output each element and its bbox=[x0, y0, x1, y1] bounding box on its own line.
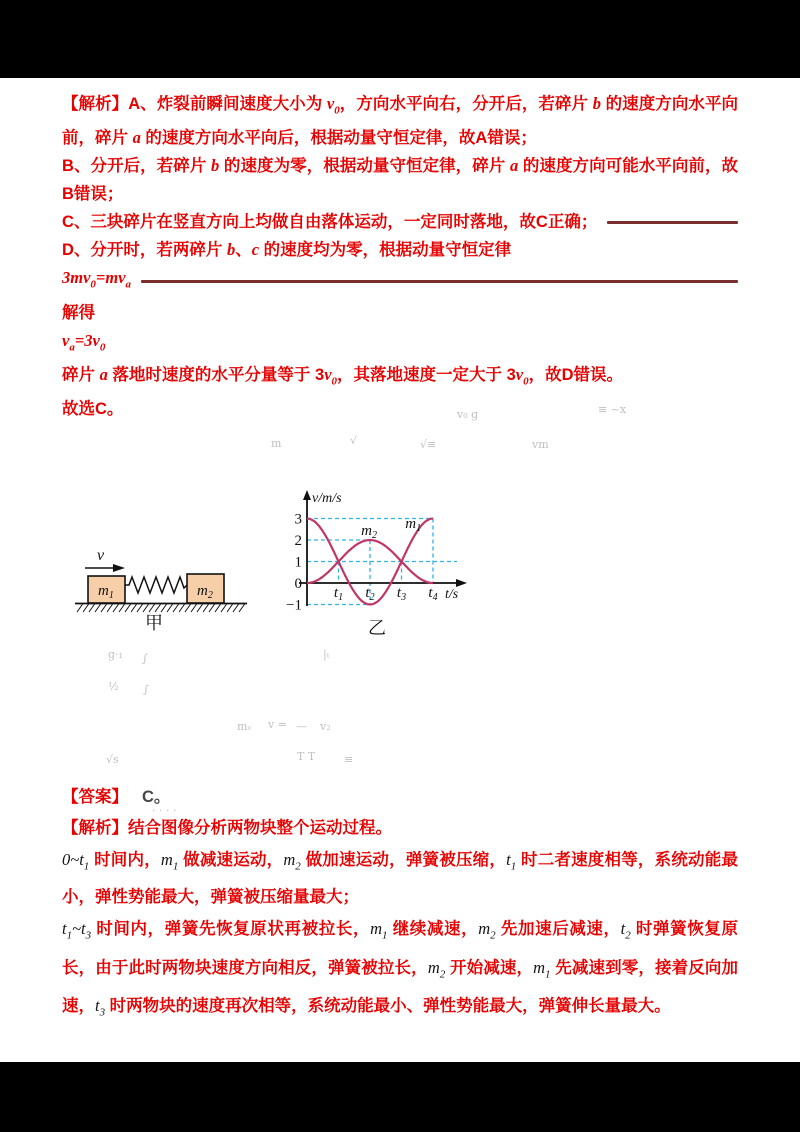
analysis-text-top: 【解析】A、炸裂前瞬间速度大小为 $v_0$，方向水平向右，分开后，若碎片 b 的速度方向水平向前，碎片 a 的速度方向水平向后，根据动量守恒定律，故A错误； B、分开后，若碎片 b 的速度为零，根据动量守恒定律，碎片 a 的速度方向可能水平向前，故B错误； C、三块碎片在竖直方向上均做自由落体运动，一定同时落地，故C正确； D、分开时，若两碎片 b、c 的速度均为零，根据动量守恒定律 $3mv_0=mv_a$ 解得 $v_a=3v_0$ 碎片 a 落地时速度的水平分量等于 $3v_0$，其落地速度一定大于 $3v_0$，故D错误。 故选C。 bbox=[62, 94, 739, 419]
block-m1-label: $m_1$ bbox=[98, 583, 114, 601]
diagram-caption: 甲 bbox=[145, 613, 163, 633]
artifact-fragment: g·₁ bbox=[108, 648, 123, 661]
svg-text:t4: $t_4$ bbox=[428, 585, 438, 603]
artifact-fragment: ∫ bbox=[142, 652, 148, 665]
svg-text:−1: −1 bbox=[286, 597, 302, 614]
artifact-fragment: v = bbox=[268, 718, 287, 731]
artifact-fragment: ½ bbox=[108, 680, 119, 693]
svg-text:t/s: t/s bbox=[445, 587, 459, 602]
artifact-fragment: v₂ bbox=[320, 720, 331, 733]
artifact-fragment: mᵥ bbox=[237, 720, 252, 733]
block-m2-label: $m_2$ bbox=[197, 583, 213, 601]
svg-text:t2: $t_2$ bbox=[365, 585, 375, 603]
maroon-rule-line bbox=[607, 221, 738, 224]
analysis-intro: 【解析】结合图像分析两物块整个运动过程。 bbox=[62, 819, 392, 837]
artifact-fragment: vm bbox=[532, 438, 549, 451]
analysis-paragraph-1: $0\sim t_1$ 时间内，$m_1$ 做减速运动，$m_2$ 做加速运动，弹簧被压缩，$t_1$ 时二者速度相等，系统动能最小，弹性势能最大，弹簧被压缩量最大； bbox=[62, 850, 738, 907]
svg-text:t1: $t_1$ bbox=[333, 585, 344, 603]
artifact-fragment: ≡ bbox=[344, 753, 354, 766]
svg-text:0: 0 bbox=[294, 576, 302, 592]
artifact-fragment: T T bbox=[297, 750, 316, 763]
artifact-fragment: v₀ g bbox=[457, 408, 479, 421]
artifact-fragment: √s bbox=[106, 753, 119, 766]
graph-caption: 乙 bbox=[368, 618, 386, 638]
analysis-block-bottom bbox=[62, 782, 738, 1028]
svg-text:t3: $t_3$ bbox=[396, 585, 407, 603]
figure-box bbox=[65, 488, 470, 640]
spring-icon bbox=[125, 577, 187, 593]
artifact-fragment: √≡ bbox=[420, 438, 437, 451]
maroon-rule-line bbox=[141, 280, 738, 283]
answer-label: 【答案】 bbox=[62, 788, 128, 806]
svg-text:2: 2 bbox=[294, 533, 302, 549]
velocity-time-graph bbox=[286, 490, 467, 614]
analysis-paragraph-2: $t_1\sim t_3$ 时间内，弹簧先恢复原状再被拉长，$m_1$ 继续减速，$m_2$ 先加速后减速，$t_2$ 时弹簧恢复原长，由于此时两物块速度方向相反，弹簧被拉长，$m_2$ 开始减速，$m_1$ 先减速到零，接着反向加速，$t_3$ 时两物块的速度再次相等，系统动能最小、弹性势能最大，弹簧伸长量最大。 bbox=[62, 919, 739, 1019]
svg-text:3: 3 bbox=[294, 511, 302, 528]
answer-value: C。 bbox=[142, 788, 171, 806]
document-page bbox=[0, 78, 800, 1062]
artifact-fragment: m bbox=[271, 437, 282, 450]
artifact-fragment: · · · · bbox=[152, 804, 177, 817]
svg-text:v/m/s: v/m/s bbox=[312, 491, 342, 506]
artifact-fragment: |ₜ bbox=[323, 648, 330, 661]
velocity-arrow-icon bbox=[85, 547, 125, 572]
curve-label-m1: $m_1$ bbox=[405, 516, 422, 534]
velocity-label: v bbox=[97, 547, 105, 564]
artifact-fragment: ≡ ~x bbox=[598, 403, 627, 416]
ground-hatching bbox=[77, 604, 245, 613]
curve-label-m2: $m_2$ bbox=[361, 523, 378, 541]
svg-text:1: 1 bbox=[294, 554, 302, 571]
spring-blocks-diagram bbox=[75, 547, 247, 633]
figure-svg bbox=[65, 488, 470, 640]
artifact-fragment: — bbox=[296, 720, 307, 733]
artifact-fragment: √ bbox=[350, 434, 358, 447]
artifact-fragment: ∫ bbox=[143, 683, 149, 696]
